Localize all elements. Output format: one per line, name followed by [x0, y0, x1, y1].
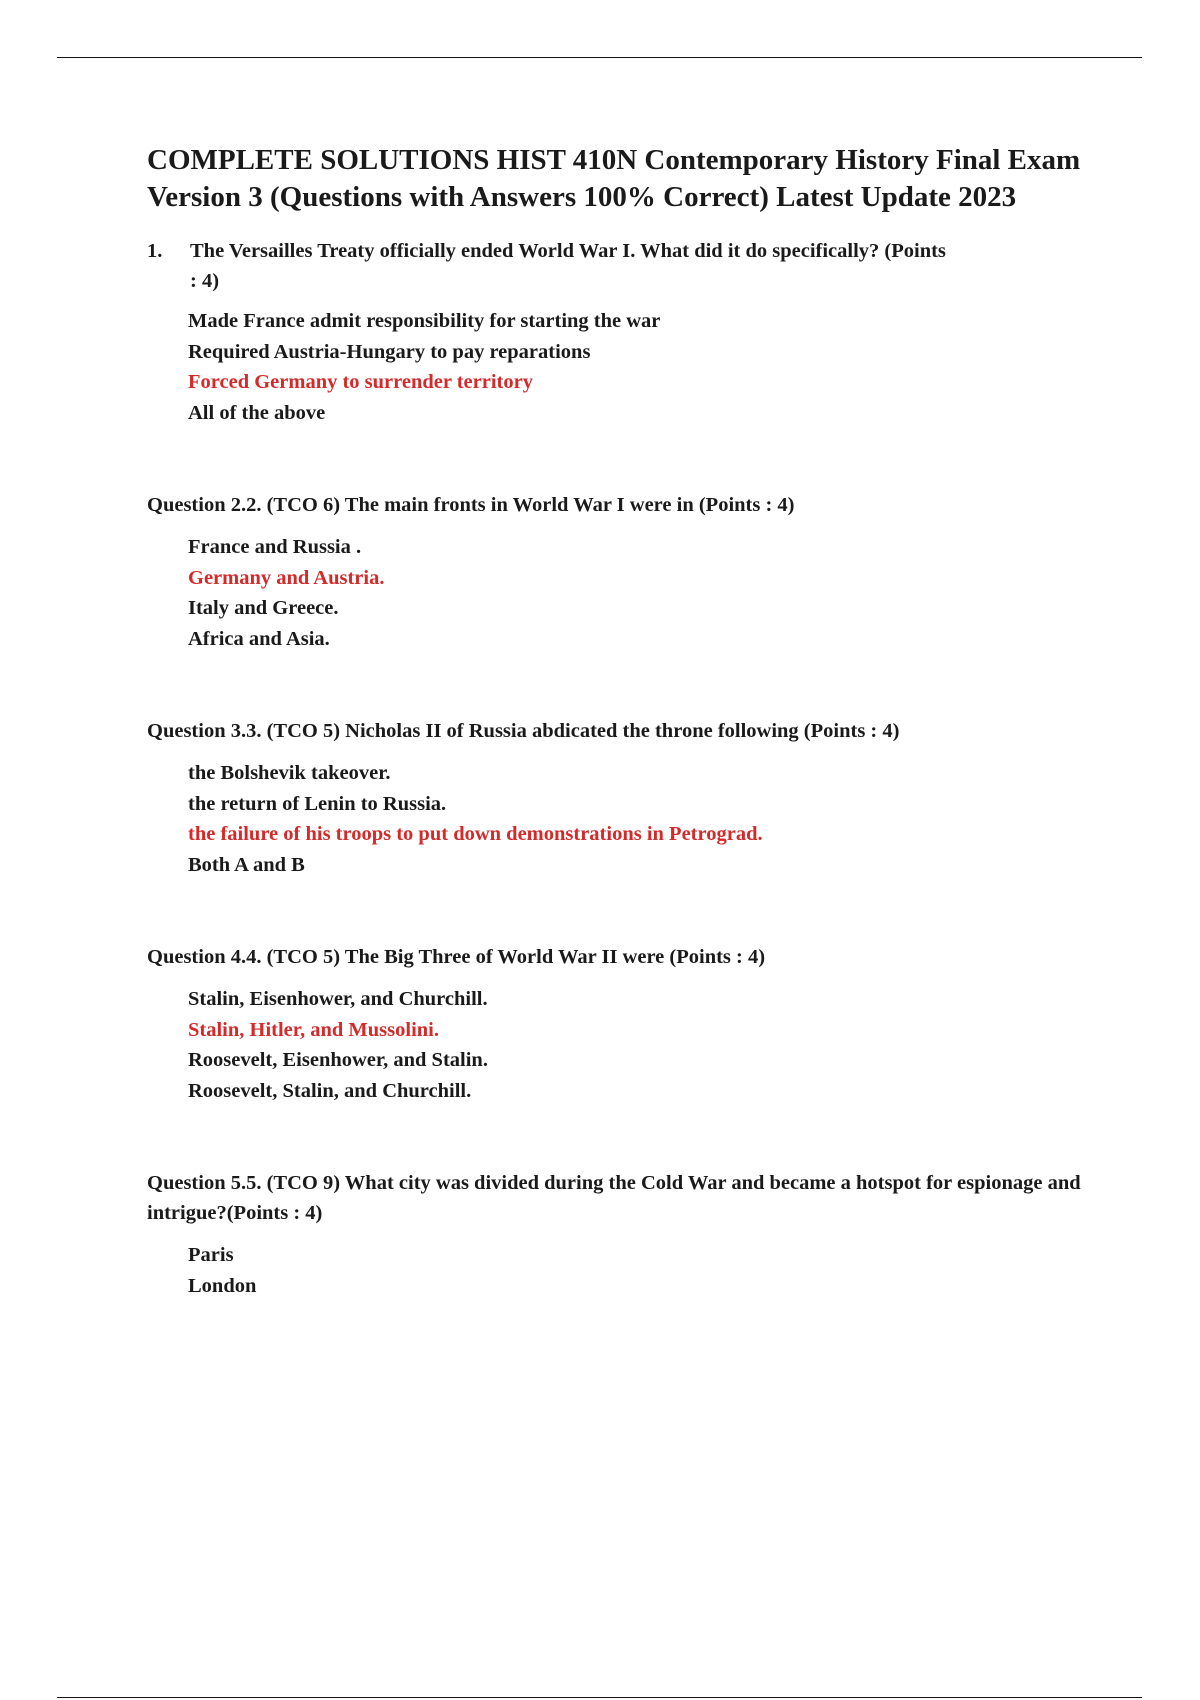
- correct-option: Germany and Austria.: [188, 566, 385, 589]
- option: Made France admit responsibility for starting the war: [188, 310, 661, 332]
- question-2: [147, 490, 1107, 654]
- document-title: COMPLETE SOLUTIONS HIST 410N Contemporary History Final Exam Version 3 (Questions with Answers 100% Correct) Latest Update 2023: [147, 144, 1081, 213]
- option: Required Austria-Hungary to pay reparations: [188, 340, 591, 363]
- question-4: [147, 942, 1107, 1106]
- options-list: [188, 306, 1107, 428]
- question-text: Question 4.4. (TCO 5) The Big Three of World War II were (Points : 4): [147, 946, 766, 968]
- option: Africa and Asia.: [188, 627, 330, 650]
- option: Both A and B: [188, 853, 305, 876]
- option: London: [188, 1274, 257, 1297]
- question-number: 1.: [147, 240, 163, 262]
- option: Stalin, Eisenhower, and Churchill.: [188, 988, 488, 1010]
- option: All of the above: [188, 401, 326, 424]
- question-text: The Versailles Treaty officially ended World War I. What did it do specifically? (Points : 4): [190, 240, 946, 292]
- option: Roosevelt, Stalin, and Churchill.: [188, 1079, 472, 1102]
- options-list: [188, 532, 1107, 654]
- question-1: [147, 236, 1107, 296]
- document-body: [147, 142, 1107, 1301]
- question-5: [147, 1168, 1107, 1301]
- question-3: [147, 716, 1107, 880]
- option: the Bolshevik takeover.: [188, 762, 391, 784]
- correct-option: the failure of his troops to put down demonstrations in Petrograd.: [188, 823, 763, 845]
- question-text: Question 5.5. (TCO 9) What city was divided during the Cold War and became a hotspot for espionage and intrigue?(Points : 4): [147, 1172, 1081, 1224]
- option: Italy and Greece.: [188, 597, 339, 619]
- top-rule: [57, 57, 1142, 58]
- question-text: Question 2.2. (TCO 6) The main fronts in World War I were in (Points : 4): [147, 494, 795, 516]
- options-list: [188, 984, 1107, 1106]
- options-list: [188, 758, 1107, 880]
- option: Paris: [188, 1244, 234, 1266]
- options-list: [188, 1240, 1107, 1301]
- option: France and Russia .: [188, 536, 362, 558]
- option: Roosevelt, Eisenhower, and Stalin.: [188, 1049, 488, 1071]
- correct-option: Forced Germany to surrender territory: [188, 371, 533, 393]
- correct-option: Stalin, Hitler, and Mussolini.: [188, 1018, 439, 1041]
- option: the return of Lenin to Russia.: [188, 792, 447, 815]
- bottom-rule: [57, 1697, 1142, 1698]
- question-text: Question 3.3. (TCO 5) Nicholas II of Russia abdicated the throne following (Points : 4): [147, 720, 900, 742]
